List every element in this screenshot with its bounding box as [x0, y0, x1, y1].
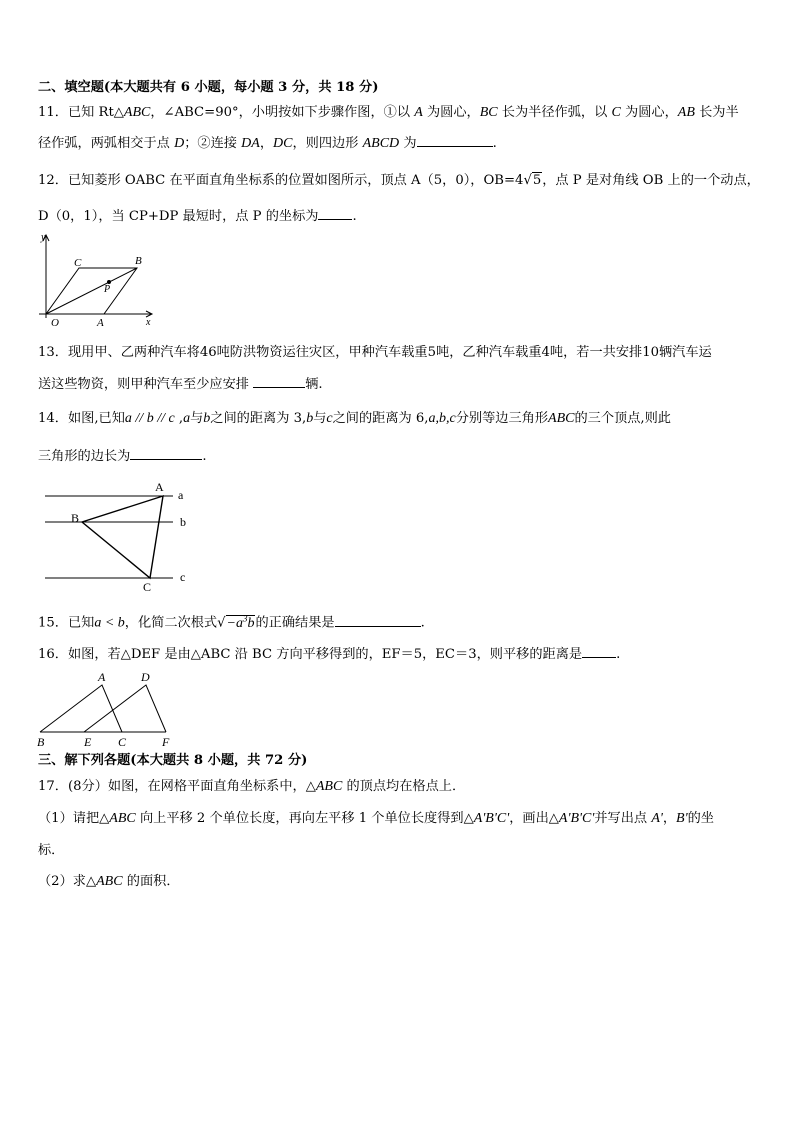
q17-line1: 17．(8分）如图，在网格平面直角坐标系中，△ABC 的顶点均在格点上． — [38, 779, 466, 794]
q17-part1-line1: （1）请把△ABC 向上平移 2 个单位长度，再向左平移 1 个单位长度得到△A'B'C'，画出△A'B'C'并写出点 A'，B'的坐 — [38, 811, 714, 826]
q11-line1: 11．已知 Rt△ABC，∠ABC=90°，小明按如下步骤作图，①以 A 为圆心，BC 长为半径作弧，以 C 为圆心，AB 长为半 — [38, 105, 739, 120]
sqrt-expression: $√-a^3b$ — [217, 613, 255, 631]
q11-line2: 径作弧，两弧相交于点 D；②连接 DA，DC，则四边形 ABCD 为 . — [38, 136, 497, 151]
q12-rhombus-figure — [34, 230, 164, 330]
q14-answer-blank[interactable] — [130, 447, 202, 460]
label-C: C — [118, 735, 127, 749]
triangle-ABC — [40, 685, 122, 732]
label-F: F — [162, 735, 170, 749]
label-c: c — [180, 570, 186, 584]
label-B: B — [37, 735, 45, 749]
q11-answer-blank[interactable] — [417, 134, 493, 147]
label-P: P — [104, 284, 111, 295]
diagonal-OB — [46, 268, 137, 314]
q16-answer-blank[interactable] — [582, 645, 616, 658]
q17-part1-line2: 标． — [38, 843, 65, 858]
section2-header: 二、填空题(本大题共有 6 小题，每小题 3 分，共 18 分) — [38, 80, 379, 95]
q17-part2: （2）求△ABC 的面积． — [38, 874, 180, 889]
label-b: b — [180, 515, 186, 529]
triangle-ABC — [82, 496, 163, 578]
label-C: C — [74, 257, 82, 269]
q12-line1: 12．已知菱形 OABC 在平面直角坐标系的位置如图所示，顶点 A（5，0），OB=4√5，点 P 是对角线 OB 上的一个动点， — [38, 173, 760, 188]
q14-line1: 14．如图,已知a // b // c ,a与b之间的距离为 3,b与c之间的距离为 6,a,b,c分别等边三角形ABC的三个顶点,则此 — [38, 411, 671, 426]
sqrt-five: √5 — [523, 173, 542, 188]
q12-line2: D（0，1），当 CP+DP 最短时，点 P 的坐标为 . — [38, 209, 357, 224]
q13-line1: 13．现用甲、乙两种汽车将46吨防洪物资运往灾区，甲种汽车载重5吨，乙种汽车载重4吨，若一共安排10辆汽车运 — [38, 345, 712, 360]
label-y: y — [41, 232, 46, 243]
q15-line: 15．已知a < b，化简二次根式$√-a^3b$的正确结果是 . — [38, 609, 425, 633]
q16-line: 16．如图，若△DEF 是由△ABC 沿 BC 方向平移得到的，EF＝5，EC＝3，则平移的距离是 . — [38, 647, 621, 662]
label-A: A — [98, 670, 106, 684]
q14-parallel-lines-figure — [40, 476, 200, 594]
section3-header: 三、解下列各题(本大题共 8 小题，共 72 分) — [38, 753, 308, 768]
label-O: O — [51, 317, 59, 329]
label-A: A — [155, 480, 164, 494]
q13-line2: 送这些物资，则甲种汽车至少应安排 辆. — [38, 377, 323, 392]
q15-answer-blank[interactable] — [335, 614, 421, 627]
q12-answer-blank[interactable] — [318, 207, 352, 220]
q14-line2: 三角形的边长为 . — [38, 449, 207, 464]
label-C: C — [143, 580, 152, 594]
label-D: D — [141, 670, 150, 684]
triangle-DEF — [84, 685, 166, 732]
label-a: a — [178, 488, 184, 502]
label-B: B — [135, 255, 142, 267]
label-E: E — [84, 735, 92, 749]
label-A: A — [97, 317, 104, 329]
label-B: B — [71, 511, 80, 525]
label-x: x — [146, 317, 151, 328]
q16-translation-figure — [34, 668, 184, 752]
q13-answer-blank[interactable] — [253, 375, 305, 388]
